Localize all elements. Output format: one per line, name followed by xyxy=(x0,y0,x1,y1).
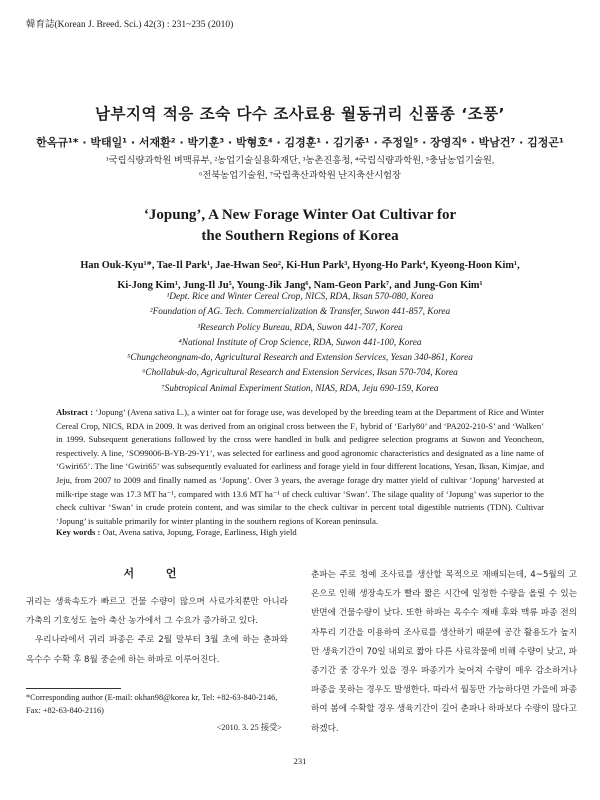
affiliation-4: ⁴National Institute of Crop Science, RDA, Suwon 441-100, Korea xyxy=(178,337,422,348)
english-title-line1: ‘Jopung’, A New Forage Winter Oat Cultivar for xyxy=(143,207,457,223)
korean-authors: 한옥규¹* · 박태일¹ · 서재환² · 박기훈³ · 박형호⁴ · 김경훈¹ · 김기종¹ · 주정일⁵ · 장영직⁶ · 박남건⁷ · 김정곤¹ xyxy=(36,136,564,149)
affiliation-3: ³Research Policy Bureau, RDA, Suwon 441-707, Korea xyxy=(197,322,403,333)
intro-paragraph-2: 우리나라에서 귀리 파종은 주로 2월 말부터 3월 초에 하는 춘파와 옥수수 수확 후 8월 중순에 하는 하파로 이루어진다. xyxy=(26,635,288,665)
abstract-text: ‘Jopung’ (Avena sativa L.), a winter oat for forage use, was developed by the breeding team at the Department of Rice and Winter Cereal Crop, NICS, RDA in 2009. It was derived from an original cross between the F₁ hybrid of ‘Early80’ and ‘PA202-210-S’ and ‘Walken’ in 1999. Subsequent generations followed by the cross were handled in bulk and pedigree selection programs at Suwon and Yeoncheon, respectively. A line, ‘SO99006-B-YB-29-Y1’, was selected for earliness and good agronomic characteristics and designated as a line name of ‘Gwiri65’. The line ‘Gwiri65’ was subsequently evaluated for earliness and forage yield in four different locations, Yesan, Iksan, Kimjae, and Jeju, from 2007 to 2009 and finally named as ‘Jopung’. Over 3 years, the average forage dry matter yield of cultivar ‘Jopung’ harvested at milk-ripe stage was 17.3 MT ha⁻¹, compared with 13.6 MT ha⁻¹ of check cultivar ‘Swan’. The silage quality of ‘Jopung’ was superior to the check cultivar ‘Swan’ in crude protein content, and was similar to the check cultivar in percent total digestible nutrients (TDN). Cultivar ‘Jopung’ is suitable primarily for winter planting in the southern regions of Korean peninsula. xyxy=(56,407,544,526)
english-affiliations xyxy=(0,290,600,397)
keywords-label: Key words : xyxy=(56,527,101,537)
affiliation-5: ⁵Chungcheongnam-do, Agricultural Research and Extension Services, Yesan 340-861, Korea xyxy=(127,353,473,364)
affiliation-2: ²Foundation of AG. Tech. Commercialization & Transfer, Suwon 441-857, Korea xyxy=(149,307,451,318)
intro-paragraph-1: 귀리는 생육속도가 빠르고 건물 수량이 많으며 사료가치뿐만 아니라 가축의 기호성도 높아 축산 농가에서 그 수요가 증가하고 있다. xyxy=(26,597,288,627)
english-title-line2: the Southern Regions of Korea xyxy=(201,228,399,244)
footnote-divider xyxy=(26,688,121,689)
english-title xyxy=(0,205,600,247)
right-column xyxy=(311,566,577,739)
journal-citation: 韓育誌(Korean J. Breed. Sci.) 42(3) : 231~235 (2010) xyxy=(26,20,234,30)
section-heading-introduction: 서 언 xyxy=(123,567,191,580)
corresponding-author-footnote: *Corresponding author (E-mail: okhan98@korea kr, Tel: +82-63-840-2146, Fax: +82-63-840-2116) xyxy=(26,693,278,715)
keywords xyxy=(56,527,544,537)
page-number: 231 xyxy=(293,756,307,766)
korean-title: 남부지역 적응 조숙 다수 조사료용 월동귀리 신품종 ‘조풍’ xyxy=(95,105,505,123)
intro-paragraph-3: 춘파는 주로 청예 조사료를 생산할 목적으로 재배되는데, 4~5월의 고온으로 인해 생장속도가 빨라 짧은 시간에 일정한 수량을 올릴 수 있는 반면에 건물수량이 낮다. 또한 하파는 옥수수 재배 후와 맥류 파종 전의 자투리 기간을 이용하여 조사료를 생산하기 때문에 공간 활용도가 높지만 생육기간이 70일 내외로 짧아 다른 사료작물에 비해 수량이 낮고, 파종기간 중 강우가 있을 경우 파종기가 늦어져 수량이 매우 감소하거나 파종을 못하는 경우도 발생한다. 따라서 월동만 가능하다면 가을에 파종하여 봄에 수확할 경우 생육기간이 길어 춘파나 하파보다 수량이 많다고 하겠다. xyxy=(311,570,577,734)
korean-affiliations-line2: ⁶전북농업기술원, ⁷국립축산과학원 난지축산시험장 xyxy=(198,171,402,181)
affiliation-1: ¹Dept. Rice and Winter Cereal Crop, NICS, RDA, Iksan 570-080, Korea xyxy=(166,292,434,302)
english-authors-line1: Han Ouk-Kyu¹*, Tae-Il Park¹, Jae-Hwan Seo², Ki-Hun Park³, Hyong-Ho Park⁴, Kyeong-Hoon Kim¹, xyxy=(80,260,520,271)
left-column xyxy=(26,565,288,670)
abstract xyxy=(56,406,544,528)
english-authors-line2: Ki-Jong Kim¹, Jung-Il Ju⁵, Young-Jik Jang⁶, Nam-Geon Park⁷, and Jung-Gon Kim¹ xyxy=(117,280,483,291)
affiliation-7: ⁷Subtropical Animal Experiment Station, NIAS, RDA, Jeju 690-159, Korea xyxy=(161,383,439,394)
abstract-label: Abstract : xyxy=(56,407,94,417)
keywords-text: Oat, Avena sativa, Jopung, Forage, Earliness, High yield xyxy=(102,527,297,537)
received-date: <2010. 3. 25 接受> xyxy=(216,723,282,732)
korean-affiliations-line1: ¹국립식량과학원 벼맥류부, ²농업기술실용화재단, ³농촌진흥청, ⁴국립식량과학원, ⁵충남농업기술원, xyxy=(105,156,495,166)
affiliation-6: ⁶Chollabuk-do, Agricultural Research and Extension Services, Iksan 570-704, Korea xyxy=(142,368,458,379)
